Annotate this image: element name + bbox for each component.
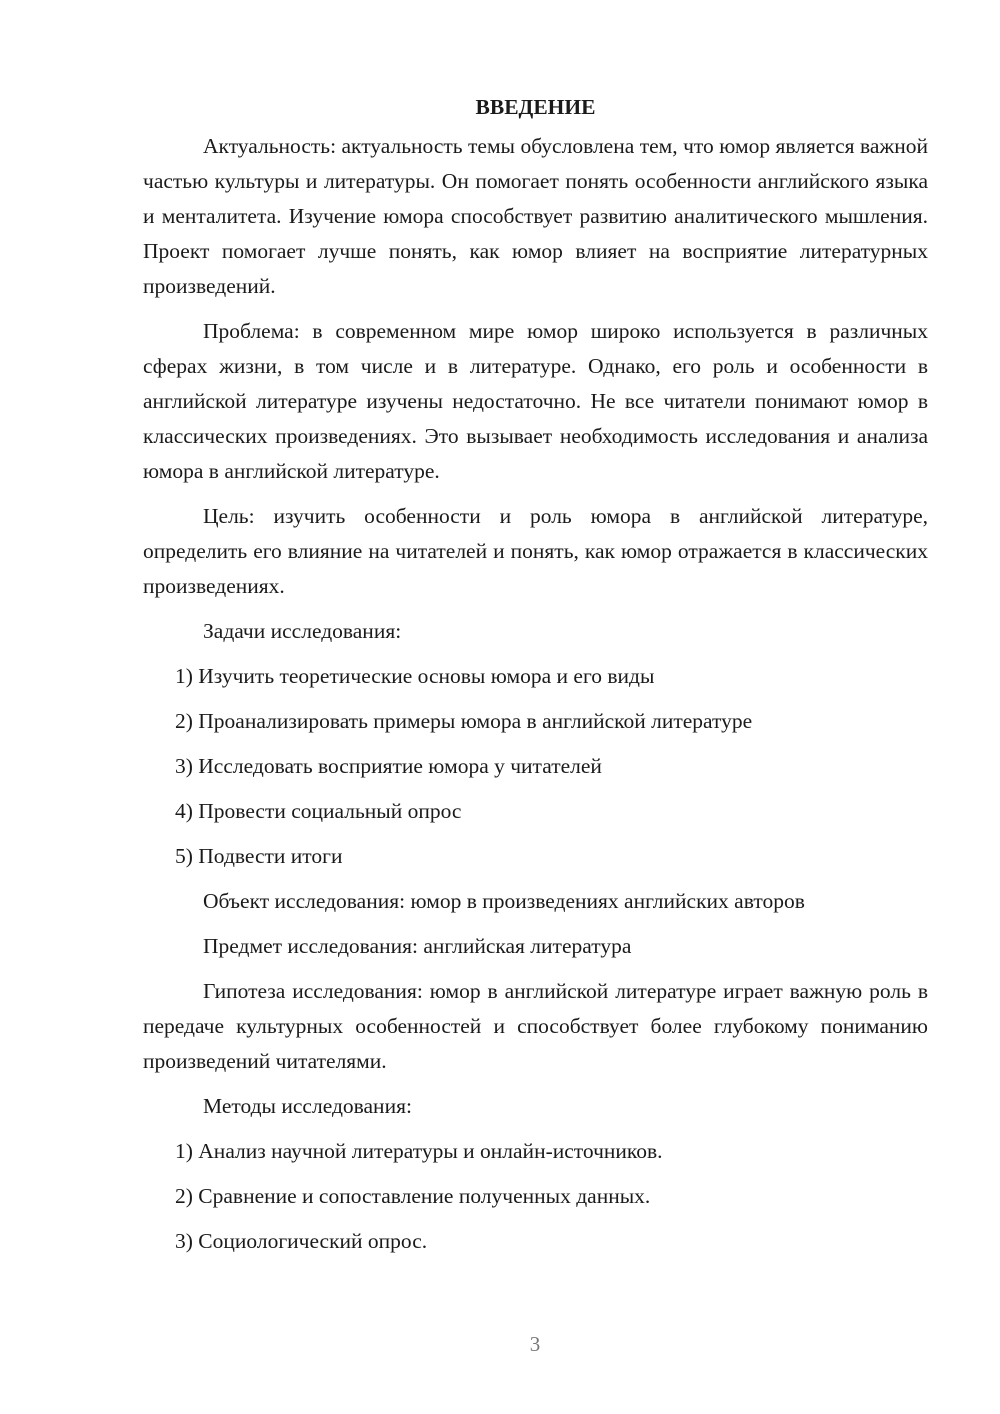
page-number: 3 — [529, 1332, 541, 1356]
hypothesis-paragraph: Гипотеза исследования: юмор в английской литературе играет важную роль в передаче культурных особенностей и способствует более глубокому пониманию произведений читателями. — [143, 979, 928, 1073]
task-item: 3) Исследовать восприятие юмора у читателей — [175, 754, 602, 778]
task-item: 5) Подвести итоги — [175, 844, 343, 868]
problem-paragraph: Проблема: в современном мире юмор широко используется в различных сферах жизни, в том числе и в литературе. Однако, его роль и особенности в английской литературе изучены недостаточно. Не все читатели понимают юмор в классических произведениях. Это вызывает необходимость исследования и анализа юмора в английской литературе. — [143, 319, 928, 483]
method-item: 3) Социологический опрос. — [175, 1229, 428, 1253]
task-item: 4) Провести социальный опрос — [175, 799, 462, 823]
document-page — [143, 90, 928, 1269]
methods-heading: Методы исследования: — [203, 1094, 412, 1118]
relevance-paragraph: Актуальность: актуальность темы обусловлена тем, что юмор является важной частью культуры и литературы. Он помогает понять особенности английского языка и менталитета. Изучение юмора способствует развитию аналитического мышления. Проект помогает лучше понять, как юмор влияет на восприятие литературных произведений. — [143, 134, 928, 298]
subject-line: Предмет исследования: английская литература — [203, 934, 632, 958]
method-item: 2) Сравнение и сопоставление полученных данных. — [175, 1184, 651, 1208]
task-item: 2) Проанализировать примеры юмора в английской литературе — [175, 709, 753, 733]
object-line: Объект исследования: юмор в произведениях английских авторов — [203, 889, 805, 913]
goal-paragraph: Цель: изучить особенности и роль юмора в английской литературе, определить его влияние на читателей и понять, как юмор отражается в классических произведениях. — [143, 504, 928, 598]
tasks-heading: Задачи исследования: — [203, 619, 402, 643]
method-item: 1) Анализ научной литературы и онлайн-источников. — [175, 1139, 663, 1163]
task-item: 1) Изучить теоретические основы юмора и его виды — [175, 664, 655, 688]
section-title: ВВЕДЕНИЕ — [475, 95, 596, 119]
